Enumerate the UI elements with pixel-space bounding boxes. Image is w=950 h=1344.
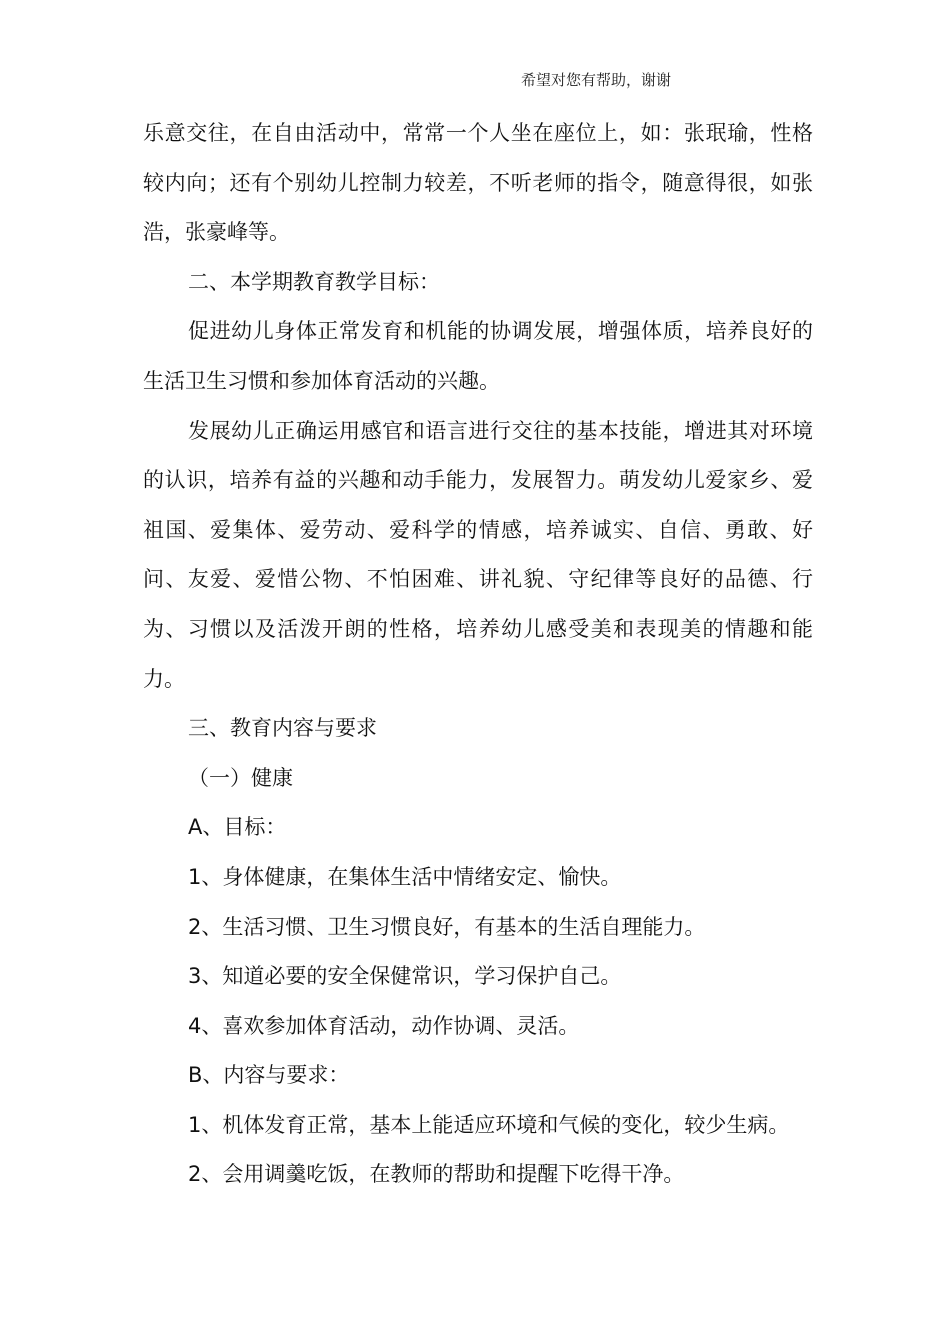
subheading-requirements: B、内容与要求： xyxy=(188,1063,350,1088)
list-item-objective-1: 1、身体健康，在集体生活中情绪安定、愉快。 xyxy=(188,864,622,889)
paragraph-intro-continuation: 乐意交往，在自由活动中，常常一个人坐在座位上，如：张珉瑜，性格较内向；还有个别幼儿控制力较差，不听老师的指令，随意得很，如张浩，张豪峰等。 xyxy=(143,121,813,245)
list-item-objective-4: 4、喜欢参加体育活动，动作协调、灵活。 xyxy=(188,1013,580,1038)
paragraph-goal-physical: 促进幼儿身体正常发育和机能的协调发展，增强体质，培养良好的生活卫生习惯和参加体育活动的兴趣。 xyxy=(143,319,813,393)
header-note: 希望对您有帮助，谢谢 xyxy=(521,71,672,89)
document-body xyxy=(143,109,813,1200)
subheading-objectives: A、目标： xyxy=(188,815,287,840)
list-item-objective-2: 2、生活习惯、卫生习惯良好，有基本的生活自理能力。 xyxy=(188,914,706,939)
section-heading-content: 三、教育内容与要求 xyxy=(188,716,377,741)
section-heading-goals: 二、本学期教育教学目标： xyxy=(188,269,440,294)
list-item-objective-3: 3、知道必要的安全保健常识，学习保护自己。 xyxy=(188,964,622,989)
paragraph-goal-development: 发展幼儿正确运用感官和语言进行交往的基本技能，增进其对环境的认识，培养有益的兴趣和动手能力，发展智力。萌发幼儿爱家乡、爱祖国、爱集体、爱劳动、爱科学的情感，培养诚实、自信、勇敢、好问、友爱、爱惜公物、不怕困难、讲礼貌、守纪律等良好的品德、行为、习惯以及活泼开朗的性格，培养幼儿感受美和表现美的情趣和能力。 xyxy=(143,418,813,691)
list-item-requirement-1: 1、机体发育正常，基本上能适应环境和气候的变化，较少生病。 xyxy=(188,1112,790,1137)
subsection-heading-health: （一）健康 xyxy=(188,765,293,790)
list-item-requirement-2: 2、会用调羹吃饭，在教师的帮助和提醒下吃得干净。 xyxy=(188,1162,685,1187)
